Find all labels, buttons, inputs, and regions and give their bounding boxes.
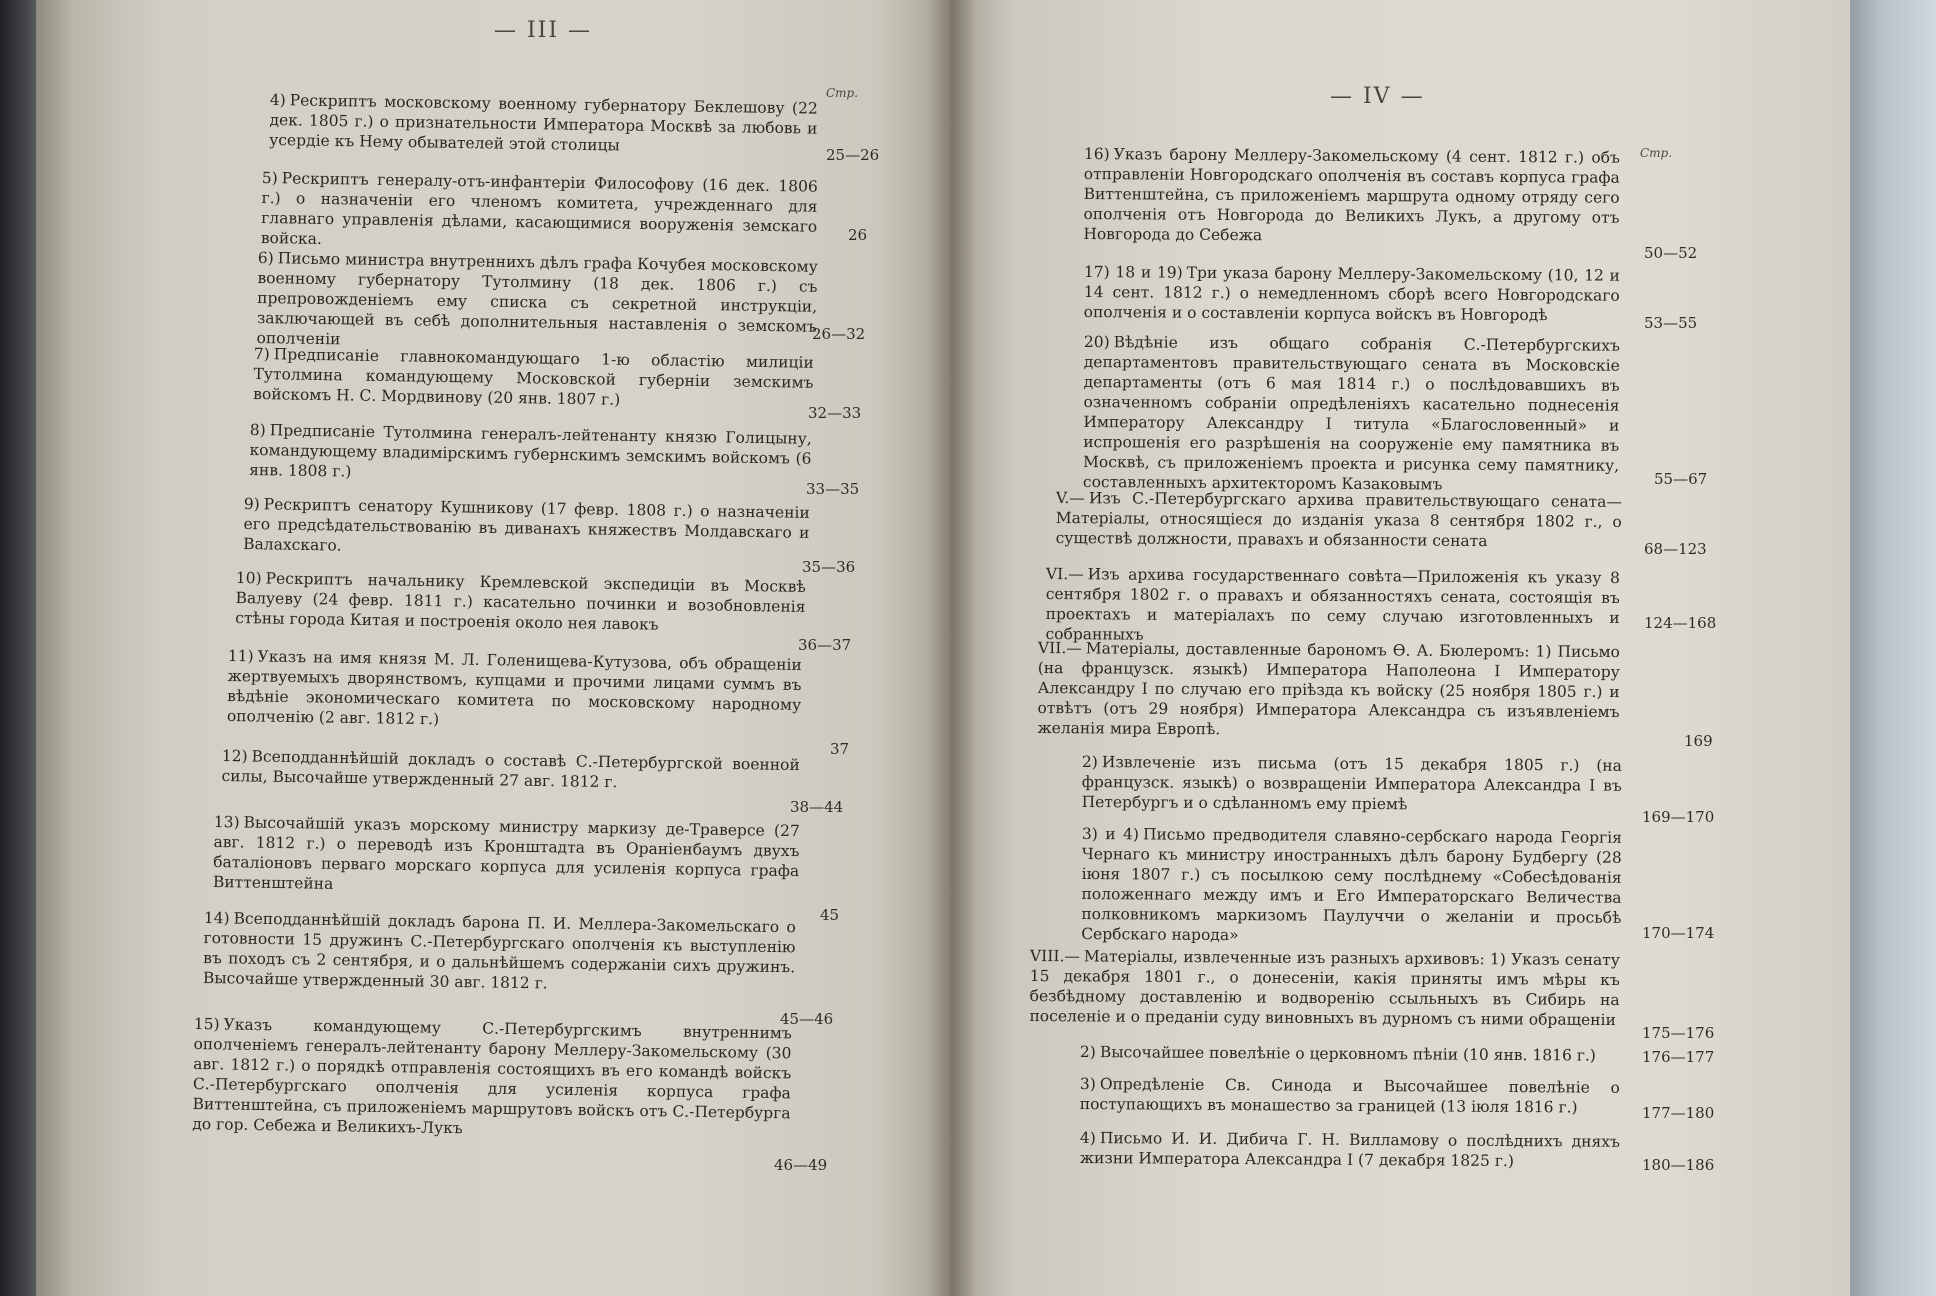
- entry-text: Указъ барону Меллеру-Закомельскому (4 сент. 1812 г.) объ отправленіи Новгородскаго ополченія въ составъ корпуса графа Виттенштейна, съ приложеніемъ маршрута одному отряду сего ополченія отъ Новгорода до Великихъ Лукъ, а другому отъ Новгорода до Себежа: [1083, 145, 1620, 245]
- entry-number: V.—: [1055, 488, 1085, 508]
- toc-entry: [1056, 488, 1622, 552]
- toc-entry: [243, 494, 810, 563]
- entry-number: 9): [243, 494, 260, 514]
- entry-pages: 50—52: [1644, 244, 1698, 262]
- entry-number: VI.—: [1045, 565, 1084, 584]
- toc-entry: [1083, 144, 1620, 248]
- toc-entry: [1080, 1074, 1620, 1118]
- toc-entry: [227, 646, 802, 735]
- entry-text: Изъ С.-Петербургскаго архива правительствующаго сената—Матеріалы, относящіеся до изданія указа 8 сентября 1802 г., о существѣ должности, правахъ и обязанности сената: [1055, 489, 1622, 551]
- toc-entry: [192, 1014, 792, 1143]
- entry-pages: 180—186: [1642, 1156, 1715, 1174]
- entry-number: 2): [1079, 1043, 1096, 1062]
- entry-number: 10): [235, 568, 262, 588]
- toc-entry: [1081, 824, 1622, 948]
- entry-number: 17) 18 и 19): [1083, 262, 1183, 282]
- entry-text: Письмо И. И. Дибича Г. Н. Вилламову о послѣднихъ дняхъ жизни Императора Александра I (7 декабря 1825 г.): [1079, 1129, 1620, 1171]
- entry-number: 5): [261, 168, 278, 188]
- entry-number: 6): [257, 248, 274, 268]
- toc-entry: [1037, 638, 1620, 742]
- left-folio: — III —: [494, 18, 593, 43]
- entry-number: VIII.—: [1029, 947, 1080, 966]
- entry-text: Указъ командующему С.-Петербургскимъ внутреннимъ ополченіемъ генералъ-лейтенанту барону Меллеру-Закомельскому (30 авг. 1812 г.) о порядкѣ отправленія состоящихъ въ его командѣ войскъ С.-Петербургскаго ополченія для усиленія корпуса графа Виттенштейна, съ приложеніемъ маршрутовъ войскъ отъ С.-Петербурга до гор. Себежа и Великихъ-Лукъ: [192, 1015, 792, 1138]
- entry-text: Рескриптъ начальнику Кремлевской экспедиціи въ Москвѣ Валуеву (24 февр. 1811 г.) касательно починки и возобновленія стѣны города Китая и построенія около нея лавокъ: [235, 569, 806, 634]
- entry-text: Опредѣленіе Св. Синода и Высочайшее повелѣніе о поступающихъ въ монашество за границей (13 іюля 1816 г.): [1079, 1075, 1620, 1117]
- toc-entry: [269, 90, 818, 159]
- entry-pages: 35—36: [802, 558, 856, 576]
- entry-number: 16): [1083, 144, 1110, 164]
- entry-text: Предписаніе главнокомандующаго 1-ю областію милиціи Тутолмина командующему Московской губерніи земскимъ войскомъ Н. С. Мордвинову (20 янв. 1807 г.): [253, 345, 814, 409]
- entry-number: 15): [193, 1014, 220, 1034]
- toc-entry: [1029, 946, 1620, 1030]
- entry-text: Вѣдѣніе изъ общаго собранія С.-Петербургскихъ департаментовъ правительствующаго сената въ Московскіе департаменты (отъ 6 мая 1814 г.) о послѣдовавшихъ въ означенномъ собраніи опредѣленіяхъ касательно поднесенія Императору Александру I титула «Благословенный» и испрошенія его разрѣшенія на сооруженіе ему памятника въ Москвѣ, съ приложеніемъ проекта и рисунка сему памятнику, составленныхъ архитекторомъ Казаковымъ: [1082, 333, 1620, 494]
- entry-number: 4): [1079, 1129, 1096, 1148]
- entry-text: Предписаніе Тутолмина генералъ-лейтенанту князю Голицыну, командующему владимірскимъ губернскимъ земскимъ войскомъ (6 янв. 1808 г.): [249, 421, 812, 481]
- entry-pages: 169: [1684, 732, 1713, 750]
- entry-number: 20): [1083, 332, 1110, 352]
- entry-number: 3) и 4): [1081, 825, 1140, 844]
- entry-number: 3): [1079, 1075, 1096, 1094]
- entry-text: Высочайшее повелѣніе о церковномъ пѣніи (10 янв. 1816 г.): [1099, 1043, 1596, 1065]
- toc-entry: [1045, 564, 1620, 648]
- toc-entry: [249, 420, 812, 489]
- entry-text: Извлеченіе изъ письма (отъ 15 декабря 1805 г.) (на французск. языкѣ) о возвращеніи Императора Александра I въ Петербургъ и о сдѣланномъ ему пріемѣ: [1081, 753, 1622, 814]
- entry-pages: 26—32: [812, 325, 866, 343]
- entry-number: 12): [221, 746, 248, 766]
- entry-text: Матеріалы, доставленные барономъ Ѳ. А. Бюлеромъ: 1) Письмо (на французск. языкѣ) Императора Наполеона I Императору Александру I по случаю его пріѣзда къ войску (25 ноября 1805 г.) и отвѣтъ (отъ 29 ноября) Императора Александра съ изъявленіемъ желанія мира Европѣ.: [1037, 639, 1620, 739]
- toc-entry: [213, 812, 800, 901]
- entry-number: VII.—: [1037, 639, 1082, 658]
- entry-pages: 26: [848, 226, 868, 244]
- entry-text: Три указа барону Меллеру-Закомельскому (10, 12 и 14 сент. 1812 г.) о немедленномъ сборѣ всего Новгородскаго ополченія и о составленіи корпуса войскъ въ Новгородѣ: [1083, 263, 1620, 325]
- scan-background-right: [1846, 0, 1936, 1296]
- toc-entry: [1080, 1042, 1620, 1066]
- left-page-column-label: Стр.: [826, 86, 859, 100]
- toc-entry: [256, 248, 818, 357]
- right-page: [950, 0, 1850, 1296]
- toc-entry: [1080, 1128, 1620, 1172]
- entry-number: 4): [269, 90, 286, 110]
- entry-text: Всеподданнѣйшій докладъ о составѣ С.-Петербургской военной силы, Высочайше утвержденный 27 авг. 1812 г.: [221, 747, 800, 792]
- entry-pages: 25—26: [826, 146, 880, 164]
- entry-number: 7): [253, 344, 270, 364]
- entry-pages: 170—174: [1642, 924, 1715, 942]
- entry-pages: 175—176: [1642, 1024, 1715, 1042]
- entry-pages: 45—46: [780, 1010, 834, 1028]
- entry-number: 13): [213, 812, 240, 832]
- entry-text: Изъ архива государственнаго совѣта—Приложенія къ указу 8 сентября 1802 г. о правахъ и обязанностяхъ сената, состоящія въ проектахъ и матеріалахъ по сему случаю изготовленныхъ и собранныхъ: [1045, 565, 1620, 644]
- entry-pages: 68—123: [1644, 540, 1707, 558]
- toc-entry: [235, 568, 806, 637]
- left-page: [36, 0, 950, 1296]
- entry-number: 14): [203, 908, 230, 928]
- entry-text: Рескриптъ сенатору Кушникову (17 февр. 1808 г.) о назначеніи его предсѣдательствованію въ диванахъ княжествъ Молдавскаго и Валахскаго.: [243, 495, 810, 555]
- toc-entry: [253, 344, 814, 413]
- entry-pages: 176—177: [1642, 1048, 1715, 1066]
- entry-pages: 53—55: [1644, 314, 1698, 332]
- entry-text: Письмо предводителя славяно-сербскаго народа Георгія Чернаго къ министру иностранныхъ дѣлъ барону Будбергу (28 іюня 1807 г.) съ посылкою сему послѣднему «Собесѣдованія положеннаго между имъ и Его Императорскаго Величества полковникомъ маркизомъ Паулуччи о желаніи и просьбѣ Сербскаго народа»: [1081, 825, 1622, 945]
- entry-text: Высочайшій указъ морскому министру маркизу де-Траверсе (27 авг. 1812 г.) о переводѣ изъ Кронштадта въ Ораніенбаумъ двухъ баталіоновъ перваго морскаго корпуса для усиленія корпуса графа Виттенштейна: [212, 813, 800, 893]
- entry-pages: 45: [820, 906, 840, 924]
- right-folio: — IV —: [1330, 84, 1425, 109]
- toc-entry: [1082, 752, 1622, 816]
- entry-pages: 36—37: [798, 636, 852, 654]
- entry-pages: 177—180: [1642, 1104, 1715, 1122]
- entry-text: Указъ на имя князя М. Л. Голенищева-Кутузова, объ обращеніи жертвуемыхъ дворянствомъ, купцами и прочими лицами суммъ въ вѣдѣніе экономическаго комитета по московскому народному ополченію (2 авг. 1812 г.): [226, 647, 802, 729]
- right-page-column-label: Стр.: [1640, 146, 1673, 160]
- entry-text: Рескриптъ генералу-отъ-инфантеріи Философову (16 дек. 1806 г.) о назначеніи его членомъ комитета, учрежденнаго для главнаго управленія дѣлами, касающимися вооруженія земскаго войска.: [260, 169, 818, 248]
- entry-pages: 32—33: [808, 404, 862, 422]
- toc-entry: [221, 746, 800, 795]
- entry-pages: 124—168: [1644, 614, 1717, 632]
- entry-pages: 33—35: [806, 480, 860, 498]
- entry-number: 11): [227, 646, 254, 666]
- entry-pages: 37: [830, 740, 850, 758]
- entry-text: Рескриптъ московскому военному губернатору Беклешову (22 дек. 1805 г.) о признательности Императора Москвѣ за любовь и усердіе къ Нему обывателей этой столицы: [269, 91, 818, 155]
- toc-entry: [261, 168, 818, 257]
- entry-number: 8): [249, 420, 266, 440]
- toc-entry: [1083, 332, 1620, 496]
- toc-entry: [203, 908, 796, 997]
- entry-pages: 38—44: [790, 798, 844, 816]
- entry-pages: 46—49: [774, 1156, 828, 1174]
- toc-entry: [1084, 262, 1620, 326]
- entry-text: Матеріалы, извлеченные изъ разныхъ архивовъ: 1) Указъ сенату 15 декабря 1801 г., о донесеніи, какія приняты имъ мѣры къ безбѣдному доставленію и водворенію ссыльныхъ въ Сибирь на поселеніе и о преданіи суду виновныхъ въ дурномъ съ ними обращеніи: [1029, 947, 1620, 1030]
- entry-number: 2): [1081, 753, 1098, 772]
- entry-pages: 55—67: [1654, 470, 1708, 488]
- entry-text: Письмо министра внутреннихъ дѣлъ графа Кочубея московскому военному губернатору Тутолмину (18 дек. 1806 г.) съ препровожденіемъ ему списка съ секретной инструкціи, заключающей въ себѣ дополнительныя наставленія о земскомъ ополченіи: [256, 249, 818, 349]
- entry-pages: 169—170: [1642, 808, 1715, 826]
- entry-text: Всеподданнѣйшій докладъ барона П. И. Меллера-Закомельскаго о готовности 15 дружинъ С.-Петербургскаго ополченія къ выступленію въ походъ съ 2 сентября, и о дальнѣйшемъ содержаніи сихъ дружинъ. Высочайше утвержденный 30 авг. 1812 г.: [202, 909, 796, 993]
